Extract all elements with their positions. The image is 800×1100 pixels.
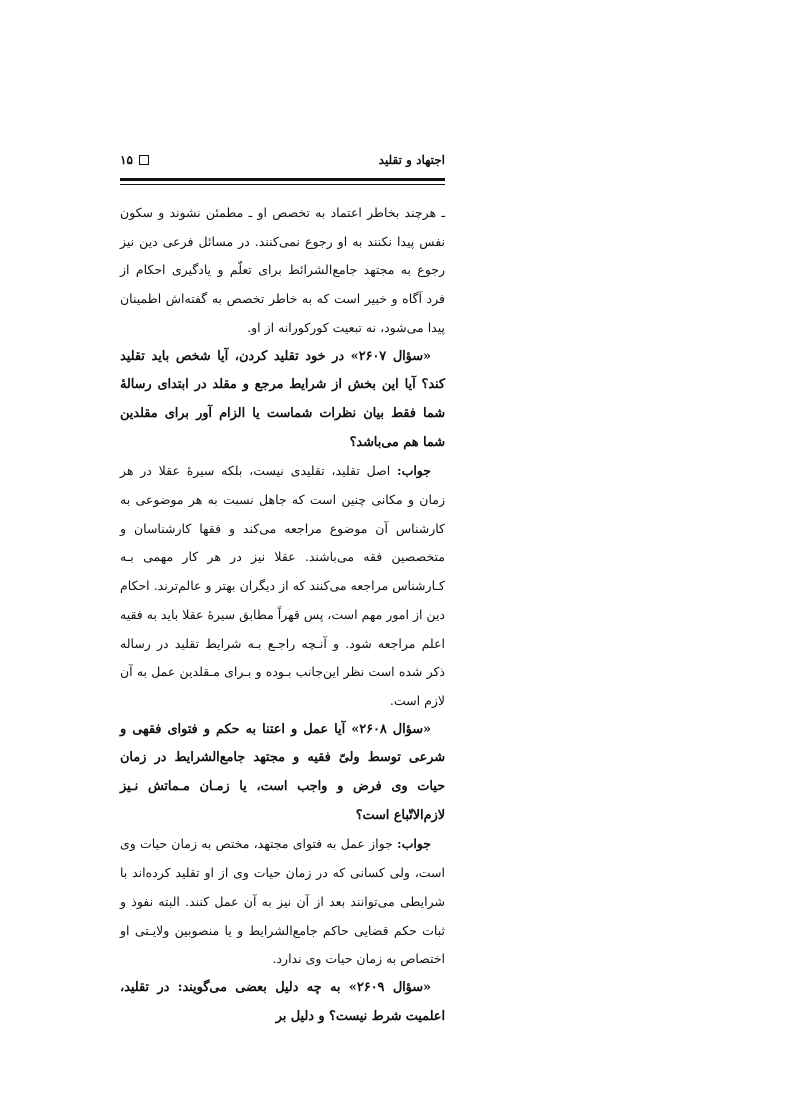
answer-label: جواب: xyxy=(396,836,431,852)
answer-2608 xyxy=(120,830,445,974)
question-text: «سؤال ۲۶۰۸» آیا عمل و اعتنا به حکم و فتوای فقهی و شرعی توسط ولیّ فقیه و مجتهد جامع‌الشرایط در زمان حیات وی فرض و واجب است، یا زمـان مـماتش نـیز لازم‌الاتّباع است؟ xyxy=(120,721,445,823)
body-text xyxy=(120,199,445,1031)
answer-text: جواز عمل به فتوای مجتهد، مختص به زمان حیات وی است، ولی کسانی که در زمان حیات وی از او تقلید کرده‌اند با شرایطی می‌توانند بعد از آن نیز به آن عمل کنند. البته نفوذ و ثبات حکم قضایی حاکم جامع‌الشرایط و یا منصوبین ولایـتی او اختصاص به زمان حیات وی ندارد. xyxy=(120,836,445,967)
page-number-block xyxy=(120,153,149,167)
header-rule-thin xyxy=(120,184,445,185)
paragraph-continuation xyxy=(120,199,445,343)
running-header xyxy=(120,148,445,172)
header-rule-thick xyxy=(120,178,445,181)
question-2609 xyxy=(120,974,445,1031)
answer-label: جواب: xyxy=(396,463,431,479)
question-2608 xyxy=(120,716,445,831)
question-2607 xyxy=(120,343,445,458)
page-number: ۱۵ xyxy=(120,153,133,167)
paragraph-text: ـ هرچند بخاطر اعتماد به تخصص او ـ مطمئن نشوند و سکون نفس پیدا نکنند به او رجوع نمی‌کنند. در مسائل فرعی دین نیز رجوع به مجتهد جامع‌الشرائط برای تعلّم و یادگیری احکام از فرد آگاه و خبیر است که به خاطر تخصص به گفته‌اش اطمینان پیدا می‌شود، نه تبعیت کورکورانه از او. xyxy=(120,205,445,335)
answer-text: اصل تقلید، تقلیدی نیست، بلکه سیرهٔ عقلا در هر زمان و مکانی چنین است که جاهل نسبت به هر موضوعی به کارشناس آن موضوع مراجعه می‌کند و فقها کارشناسان و متخصصین فقه می‌باشند. عقلا نیز در هر کار مهمی بـه کـارشناس مراجعه می‌کنند که از دیگران بهتر و عالم‌ترند. احکام دین از امور مهم است، پس قهراً مطابق سیرهٔ عقلا باید به فقیه اعلم مراجعه شود. و آنـچه راجـع بـه شرایط تقلید در رساله ذکر شده است نظر این‌جانب بـوده و بـرای مـقلدین عمل به آن لازم است. xyxy=(120,463,445,708)
chapter-title: اجتهاد و تقلید xyxy=(378,153,445,167)
question-text: «سؤال ۲۶۰۷» در خود تقلید کردن، آیا شخص باید تقلید کند؟ آیا این بخش از شرایط مرجع و مقلد در ابتدای رسالهٔ شما فقط بیان نظرات شماست یا الزام آور برای مقلدین شما هم می‌باشد؟ xyxy=(120,348,445,450)
square-box-icon xyxy=(139,155,149,165)
answer-2607 xyxy=(120,457,445,715)
document-page xyxy=(120,148,445,1031)
question-text: «سؤال ۲۶۰۹» به چه دلیل بعضی می‌گویند: در تقلید، اعلمیت شرط نیست؟ و دلیل بر xyxy=(120,979,445,1024)
